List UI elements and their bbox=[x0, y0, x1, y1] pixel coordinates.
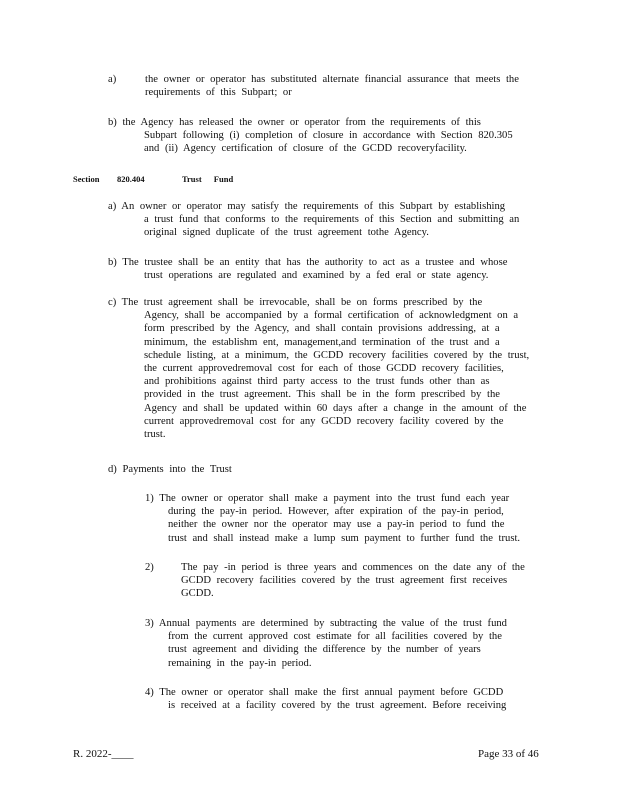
section-para-b bbox=[108, 256, 507, 282]
payment-item-4 bbox=[145, 686, 506, 712]
text-line: 4) The owner or operator shall make the first annual payment before GCDD bbox=[145, 687, 504, 698]
text-line: schedule listing, at a minimum, the GCDD recovery facilities covered by the trust, bbox=[144, 349, 530, 361]
para-a-label: a) bbox=[108, 74, 117, 85]
text-line: trust and shall instead make a lump sum payment to further fund the trust. bbox=[168, 532, 521, 544]
text-line: neither the owner nor the operator may use a pay-in period to fund the bbox=[168, 519, 505, 531]
text-line: minimum, the establishm ent, management,and termination of the trust and a bbox=[144, 336, 500, 348]
text-line: trust operations are regulated and examined by a fed eral or state agency. bbox=[144, 270, 489, 282]
section-number: 820.404 bbox=[117, 174, 145, 184]
text-line: b) the Agency has released the owner or operator from the requirements of this bbox=[108, 117, 481, 128]
section-para-c bbox=[108, 296, 529, 441]
text-line: current approvedremoval cost for any GCDD recovery facility covered by the bbox=[144, 415, 504, 427]
text-line: the current approvedremoval cost for each of those GCDD recovery facilities, bbox=[144, 363, 504, 375]
payment-item-3 bbox=[145, 617, 507, 670]
text-line: remaining in the pay-in period. bbox=[168, 657, 312, 669]
section-title: Trust Fund bbox=[182, 174, 234, 184]
text-line: GCDD. bbox=[181, 588, 214, 600]
para-b bbox=[108, 116, 513, 156]
payment-item-2 bbox=[181, 561, 525, 601]
text-line: is received at a facility covered by the trust agreement. Before receiving bbox=[168, 700, 507, 712]
text-line: from the current approved cost estimate for all facilities covered by the bbox=[168, 631, 502, 643]
text-line: and prohibitions against third party access to the trust funds other than as bbox=[144, 376, 490, 388]
text-line: Agency and shall be updated within 60 days after a change in the amount of the bbox=[144, 402, 527, 414]
text-line: during the pay-in period. However, after expiration of the pay-in period, bbox=[168, 506, 504, 518]
text-line: and (ii) Agency certification of closure of the GCDD recoveryfacility. bbox=[144, 143, 467, 155]
text-line: provided in the trust agreement. This shall be in the form prescribed by the bbox=[144, 389, 500, 401]
section-para-d-heading: d) Payments into the Trust bbox=[108, 464, 232, 475]
text-line: c) The trust agreement shall be irrevocable, shall be on forms prescribed by the bbox=[108, 297, 483, 308]
section-label: Section bbox=[73, 174, 100, 184]
text-line: 1) The owner or operator shall make a payment into the trust fund each year bbox=[145, 493, 510, 504]
text-line: 3) Annual payments are determined by subtracting the value of the trust fund bbox=[145, 618, 507, 629]
text-line: trust agreement and dividing the difference by the number of years bbox=[168, 644, 481, 656]
payment-item-1 bbox=[145, 492, 520, 545]
footer-page-number: Page 33 of 46 bbox=[478, 748, 539, 760]
text-line: a trust fund that conforms to the requirements of this Section and submitting an bbox=[144, 214, 520, 226]
text-line: Subpart following (i) completion of closure in accordance with Section 820.305 bbox=[144, 130, 513, 142]
footer-rule-number: R. 2022-____ bbox=[73, 748, 134, 760]
section-para-a bbox=[108, 200, 519, 240]
text-line: a) An owner or operator may satisfy the requirements of this Subpart by establishing bbox=[108, 201, 506, 212]
text-line: the owner or operator has substituted alternate financial assurance that meets the bbox=[145, 74, 519, 85]
text-line: The pay -in period is three years and commences on the date any of the bbox=[181, 562, 525, 573]
para-a-text bbox=[145, 73, 519, 99]
text-line: requirements of this Subpart; or bbox=[145, 87, 292, 99]
text-line: GCDD recovery facilities covered by the trust agreement first receives bbox=[181, 575, 508, 587]
text-line: form prescribed by the Agency, and shall contain provisions addressing, at a bbox=[144, 323, 500, 335]
payment-item-2-label: 2) bbox=[145, 562, 154, 573]
text-line: Agency, shall be accompanied by a formal certification of acknowledgment on a bbox=[144, 310, 519, 322]
text-line: b) The trustee shall be an entity that has the authority to act as a trustee and whose bbox=[108, 257, 508, 268]
text-line: original signed duplicate of the trust agreement tothe Agency. bbox=[144, 227, 429, 239]
text-line: trust. bbox=[144, 429, 166, 441]
